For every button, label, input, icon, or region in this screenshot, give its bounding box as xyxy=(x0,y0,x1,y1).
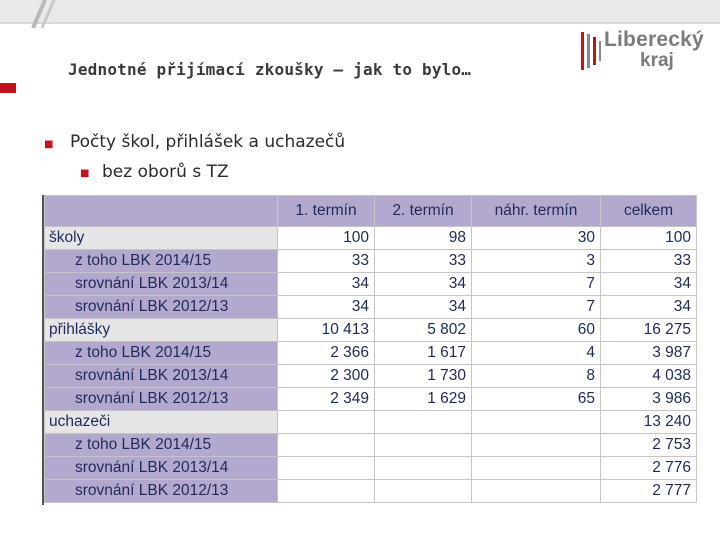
value-cell xyxy=(375,411,472,434)
table-row xyxy=(45,388,697,411)
table-row xyxy=(45,296,697,319)
corner-decoration xyxy=(30,0,60,28)
value-cell: 34 xyxy=(375,296,472,319)
table-row xyxy=(45,273,697,296)
logo-word-kraj: kraj xyxy=(640,50,674,71)
value-cell: 10 413 xyxy=(278,319,375,342)
column-header-substitute-term: náhr. termín xyxy=(472,196,601,227)
liberecky-kraj-logo xyxy=(580,26,705,74)
top-bar-divider xyxy=(0,22,720,24)
table-row xyxy=(45,457,697,480)
value-cell: 2 753 xyxy=(601,434,697,457)
row-label-cell: srovnání LBK 2012/13 xyxy=(45,296,278,319)
accent-tick xyxy=(0,83,16,93)
table-row xyxy=(45,342,697,365)
table-section-row xyxy=(45,319,697,342)
row-label-cell: z toho LBK 2014/15 xyxy=(45,250,278,273)
row-label-cell: srovnání LBK 2013/14 xyxy=(45,273,278,296)
value-cell: 33 xyxy=(278,250,375,273)
value-cell: 34 xyxy=(278,296,375,319)
table-section-row xyxy=(45,227,697,250)
value-cell: 2 366 xyxy=(278,342,375,365)
value-cell: 30 xyxy=(472,227,601,250)
value-cell: 3 xyxy=(472,250,601,273)
value-cell xyxy=(472,434,601,457)
column-header-empty xyxy=(45,196,278,227)
value-cell: 5 802 xyxy=(375,319,472,342)
table-section-row xyxy=(45,411,697,434)
value-cell: 33 xyxy=(375,250,472,273)
value-cell: 98 xyxy=(375,227,472,250)
row-label-cell: přihlášky xyxy=(45,319,278,342)
value-cell: 100 xyxy=(278,227,375,250)
value-cell xyxy=(472,480,601,503)
value-cell: 2 776 xyxy=(601,457,697,480)
value-cell: 7 xyxy=(472,296,601,319)
value-cell: 7 xyxy=(472,273,601,296)
value-cell: 33 xyxy=(601,250,697,273)
value-cell: 34 xyxy=(278,273,375,296)
value-cell xyxy=(375,434,472,457)
value-cell xyxy=(472,457,601,480)
bullet-square-icon: ■ xyxy=(44,139,54,150)
value-cell: 2 777 xyxy=(601,480,697,503)
value-cell: 2 349 xyxy=(278,388,375,411)
row-label-cell: školy xyxy=(45,227,278,250)
value-cell: 34 xyxy=(375,273,472,296)
value-cell xyxy=(278,411,375,434)
row-label-cell: uchazeči xyxy=(45,411,278,434)
row-label-cell: srovnání LBK 2012/13 xyxy=(45,388,278,411)
value-cell xyxy=(278,434,375,457)
table-header-row xyxy=(45,196,697,227)
slide-title: Jednotné přijímací zkoušky – jak to bylo… xyxy=(68,60,472,79)
value-cell: 1 730 xyxy=(375,365,472,388)
bullet-level2-text: bez oborů s TZ xyxy=(102,162,229,182)
value-cell xyxy=(472,411,601,434)
value-cell: 3 987 xyxy=(601,342,697,365)
row-label-cell: srovnání LBK 2013/14 xyxy=(45,365,278,388)
bullet-square-icon: ■ xyxy=(80,168,90,179)
table-row xyxy=(45,365,697,388)
bullet-level1-text: Počty škol, přihlášek a uchazečů xyxy=(70,132,346,152)
value-cell: 4 038 xyxy=(601,365,697,388)
value-cell xyxy=(375,480,472,503)
value-cell: 34 xyxy=(601,273,697,296)
logo-word-liberecky: Liberecký xyxy=(604,28,704,51)
logo-mark-icon xyxy=(580,32,602,70)
row-label-cell: srovnání LBK 2013/14 xyxy=(45,457,278,480)
value-cell: 34 xyxy=(601,296,697,319)
table-row xyxy=(45,250,697,273)
value-cell: 100 xyxy=(601,227,697,250)
value-cell: 4 xyxy=(472,342,601,365)
top-bar xyxy=(0,0,720,22)
value-cell: 16 275 xyxy=(601,319,697,342)
value-cell xyxy=(375,457,472,480)
value-cell: 65 xyxy=(472,388,601,411)
value-cell: 3 986 xyxy=(601,388,697,411)
value-cell: 60 xyxy=(472,319,601,342)
value-cell: 1 617 xyxy=(375,342,472,365)
value-cell: 13 240 xyxy=(601,411,697,434)
row-label-cell: z toho LBK 2014/15 xyxy=(45,342,278,365)
value-cell: 8 xyxy=(472,365,601,388)
value-cell xyxy=(278,480,375,503)
value-cell: 2 300 xyxy=(278,365,375,388)
row-label-cell: z toho LBK 2014/15 xyxy=(45,434,278,457)
row-label-cell: srovnání LBK 2012/13 xyxy=(45,480,278,503)
column-header-total: celkem xyxy=(601,196,697,227)
table-row xyxy=(45,480,697,503)
table-row xyxy=(45,434,697,457)
statistics-table xyxy=(44,195,697,503)
value-cell xyxy=(278,457,375,480)
column-header-term2: 2. termín xyxy=(375,196,472,227)
value-cell: 1 629 xyxy=(375,388,472,411)
column-header-term1: 1. termín xyxy=(278,196,375,227)
